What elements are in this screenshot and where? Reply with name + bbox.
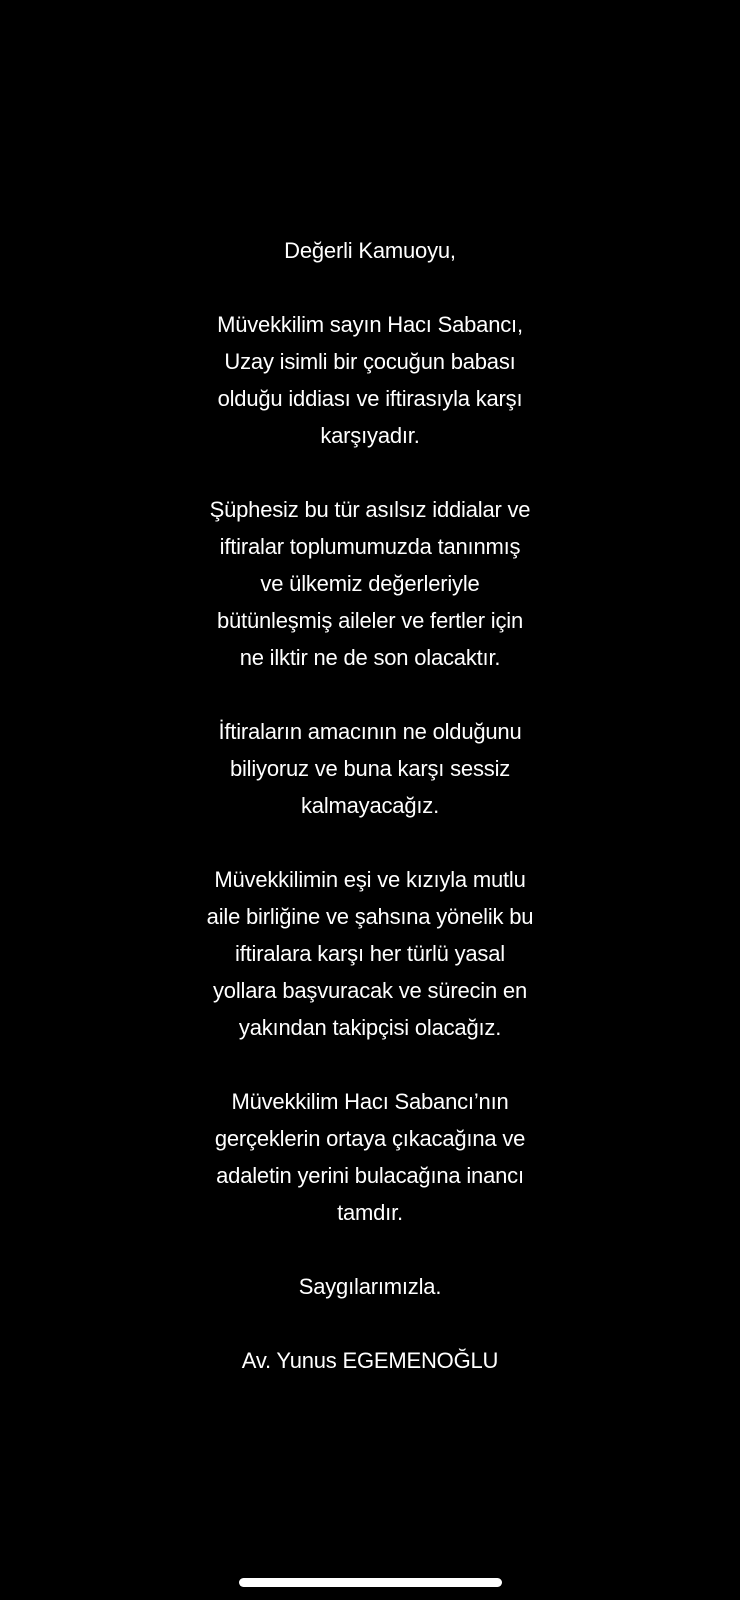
paragraph-1-line: karşıyadır. [320,423,420,448]
paragraph-5-line: tamdır. [337,1200,403,1225]
public-statement [40,232,700,1379]
paragraph-2-line: iftiralar toplumumuzda tanınmış [219,534,521,559]
paragraph-5-line: gerçeklerin ortaya çıkacağına ve [214,1126,526,1151]
paragraph-2-line: ne ilktir ne de son olacaktır. [239,645,501,670]
paragraph-2-line: bütünleşmiş aileler ve fertler için [216,608,524,633]
paragraph-4-line: Müvekkilimin eşi ve kızıyla mutlu [214,867,526,892]
paragraph-1-line: Uzay isimli bir çocuğun babası [224,349,516,374]
signature: Av. Yunus EGEMENOĞLU [241,1348,499,1373]
paragraph-1-line: Müvekkilim sayın Hacı Sabancı, [217,312,523,337]
paragraph-2-line: Şüphesiz bu tür asılsız iddialar ve [209,497,531,522]
paragraph-4-line: yakından takipçisi olacağız. [238,1015,502,1040]
closing: Saygılarımızla. [298,1274,442,1299]
paragraph-3-line: İftiraların amacının ne olduğunu [218,719,522,744]
paragraph-5-line: adaletin yerini bulacağına inancı [216,1163,524,1188]
paragraph-2-line: ve ülkemiz değerleriyle [260,571,480,596]
paragraph-4-line: aile birliğine ve şahsına yönelik bu [206,904,534,929]
paragraph-5-line: Müvekkilim Hacı Sabancı’nın [231,1089,509,1114]
paragraph-3-line: kalmayacağız. [300,793,439,818]
paragraph-3-line: biliyoruz ve buna karşı sessiz [229,756,511,781]
paragraph-1-line: olduğu iddiası ve iftirasıyla karşı [217,386,523,411]
paragraph-4-line: iftiralara karşı her türlü yasal [235,941,505,966]
greeting: Değerli Kamuoyu, [284,238,456,263]
paragraph-4-line: yollara başvuracak ve sürecin en [213,978,527,1003]
home-indicator[interactable] [239,1578,502,1587]
